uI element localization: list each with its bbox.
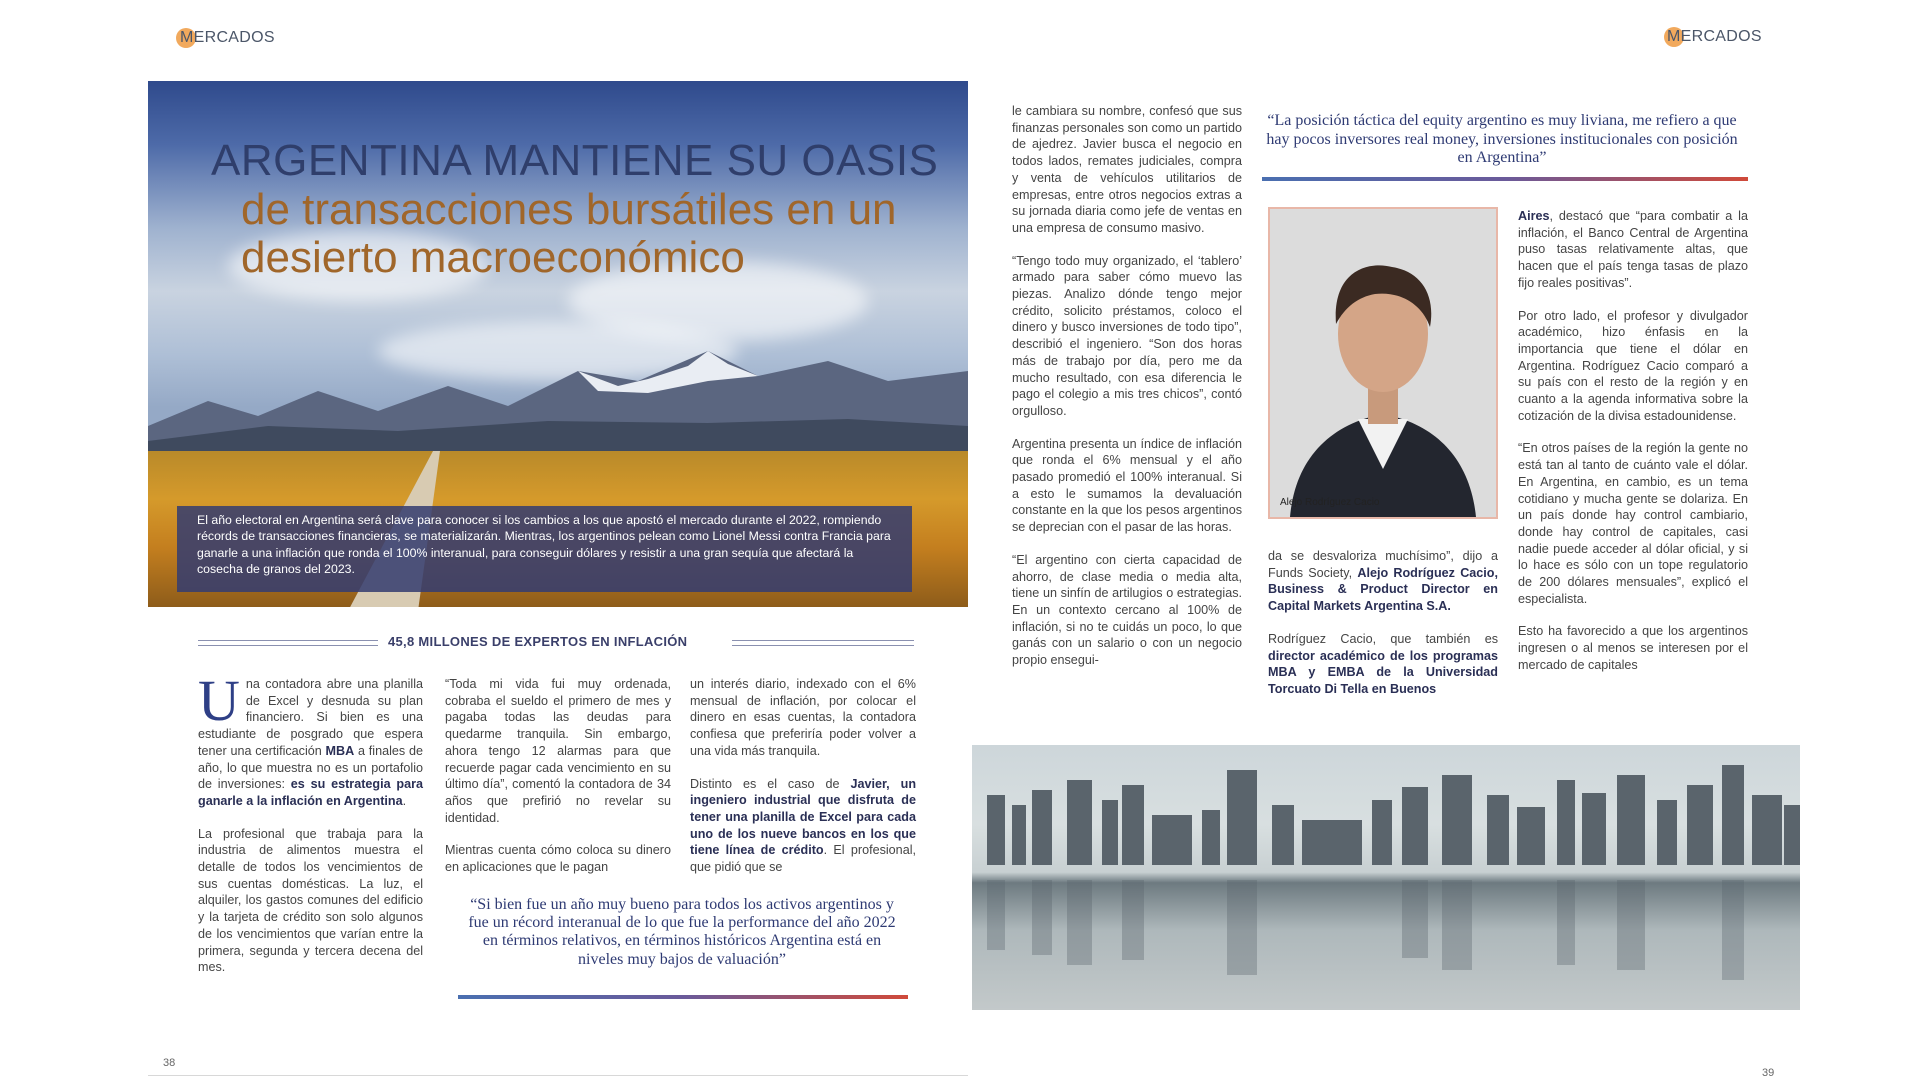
pull-quote-rule-right xyxy=(1262,177,1748,181)
bold-text: MBA xyxy=(325,743,355,758)
photo-caption: Alejo Rodríguez Cacio xyxy=(1280,497,1380,508)
hero-image xyxy=(148,81,968,607)
text-run: da se desvaloriza muchísimo”, dijo a Funds Society, xyxy=(1268,549,1498,580)
paragraph xyxy=(690,776,916,876)
pull-quote-right: “La posición táctica del equity argentino es muy liviana, me refiero a que hay pocos inversores real money, inversiones institucionales con posición en Argentina” xyxy=(1266,112,1738,166)
brand-label-left: MERCADOS xyxy=(180,29,275,46)
text-run: a finales de año, lo que muestra no es un portafolio de inversiones: xyxy=(198,743,423,792)
article-column-2 xyxy=(445,676,671,892)
text-run: Distinto es el caso de xyxy=(690,776,851,791)
article-column-5 xyxy=(1268,548,1498,714)
page-number-right: 39 xyxy=(1762,1067,1775,1079)
paragraph: Esto ha favorecido a que los argentinos ingresen o al menos se interesen por el mercado de capitales xyxy=(1518,624,1748,672)
paragraph: “El argentino con cierta capacidad de ahorro, de clase media o media alta, tiene un sinfín de artilugios o estrategias. En un contexto cercano al 100% de inflación, si no te cuidás un poco, lo que ganás con un salario o con un negocio propio ensegui- xyxy=(1012,552,1242,668)
paragraph: Por otro lado, el profesor y divulgador académico, hizo énfasis en la importancia que tiene el dólar en Argentina. Rodríguez Cacio comparó a su país con el resto de la región y en cuanto a la agenda informativa sobre la cotización de la divisa estadounidense. xyxy=(1518,308,1748,423)
intro-summary-box: El año electoral en Argentina será clave para conocer si los cambios a los que apostó el mercado durante el 2022, rompiendo récords de transacciones financieras, se materializarán. Mientras, los argentinos pelean como Lionel Messi contra Francia para ganarle a una inflación que ronda el 100% interanual, para conseguir dólares y resistir a una gran sequía que afectará la cosecha de granos del 2023. xyxy=(177,506,912,592)
paragraph xyxy=(198,668,423,810)
section-heading: 45,8 MILLONES DE EXPERTOS EN INFLACIÓN xyxy=(388,634,688,649)
paragraph: un interés diario, indexado con el 6% mensual de inflación, por colocar el dinero en esas cuentas, la contadora confiesa que preferiría poder volver a una vida más tranquila. xyxy=(690,677,916,758)
paragraph xyxy=(1518,208,1748,292)
paragraph xyxy=(1268,548,1498,615)
article-column-4 xyxy=(1012,103,1242,685)
article-column-1 xyxy=(198,668,423,992)
section-rule-left xyxy=(198,640,378,646)
headline-line2: de transacciones bursátiles en un desierto macroeconómico xyxy=(241,185,897,282)
brand-label-right: MERCADOS xyxy=(1667,28,1762,45)
paragraph: “En otros países de la región la gente no está tan al tanto de cuánto vale el dólar. En Argentina, en cambio, es un tema cotidiano y mucha gente se dolariza. En un país donde hay control cambiario, donde hay control de capitales, casi nadie puede acceder al dólar oficial, y si lo hace es sólo con un tope regulatorio de 200 dólares mensuales”, explicó el especialista. xyxy=(1518,441,1748,606)
bottom-rule-left xyxy=(148,1075,968,1076)
portrait-illustration xyxy=(1270,209,1496,517)
paragraph: “Tengo todo muy organizado, el ‘tablero’ armado para saber cómo muevo las piezas. Analizo dónde tengo mejor crédito, solicito préstamos, coloco el dinero y busco inversiones de todo tipo”, describió el ingeniero. “Son dos horas más de trabajo por día, pero me da mucho resultado, con esa diferencia le pago el colegio a mis tres chicos”, contó orgulloso. xyxy=(1012,253,1242,418)
paragraph xyxy=(1268,631,1498,698)
bold-text: Javier, un ingeniero industrial que disfruta de tener una planilla de Excel para cada uno de los nueve bancos en los que tiene línea de crédito xyxy=(690,776,917,858)
pull-quote-rule-left xyxy=(458,995,908,999)
bold-text: Aires xyxy=(1518,209,1550,223)
paragraph: le cambiara su nombre, confesó que sus finanzas personales son como un partido de ajedrez. Javier busca el negocio en todos lados, remates judiciales, compra y venta de vehículos utilitarios de empresas, entre otros negocios extras a su jornada diaria como jefe de ventas en una empresa de consumo masivo. xyxy=(1012,104,1242,235)
drop-cap: U xyxy=(198,668,240,733)
article-column-3 xyxy=(690,676,916,892)
section-rule-right xyxy=(732,640,914,646)
text-run: . El profesional, que pidió que se xyxy=(690,843,916,875)
article-column-6 xyxy=(1518,208,1748,690)
text-run: na contadora abre una planilla de Excel y desnuda su plan financiero. Si bien es una estudiante de posgrado que espera tener una certificación xyxy=(198,677,423,758)
text-run: , destacó que “para combatir a la inflación, el Banco Central de Argentina puso tasas relativamente altas, que hacen que el país tenga tasas de plazo fijo reales positivas”. xyxy=(1518,209,1748,290)
page-number-left: 38 xyxy=(163,1057,176,1069)
paragraph: “Toda mi vida fui muy ordenada, cobraba el sueldo el primero de mes y pagaba todas las deudas para quedarme tranquila. Sin embargo, ahora tengo 12 alarmas para que recuerde pagar cada vencimiento en su último día”, comentó la contadora de 34 años que prefirió no revelar su identidad. xyxy=(445,677,671,825)
text-run: Rodríguez Cacio, que también es xyxy=(1268,631,1498,646)
bold-text: es su estrategia para ganarle a la inflación en Argentina xyxy=(198,777,423,808)
portrait-photo xyxy=(1268,207,1498,519)
paragraph: La profesional que trabaja para la industria de alimentos muestra el detalle de todos los vencimientos de sus cuentas domésticas. La luz, el alquiler, los gastos comunes del edificio y la tarjeta de crédito son solo algunos de los vencimientos que varían entre la primera, segunda y tercera decena del mes. xyxy=(198,826,423,975)
paragraph: Mientras cuenta cómo coloca su dinero en aplicaciones que le pagan xyxy=(445,843,671,875)
paragraph: Argentina presenta un índice de inflación que ronda el 6% mensual y el año pasado promedió el 100% interanual. Si a esto le sumamos la devaluación constante en la que los pesos argentinos se deprecian con el pasar de las horas. xyxy=(1012,436,1242,535)
bold-text: director académico de los programas MBA y EMBA de la Universidad Torcuato Di Tella en Buenos xyxy=(1268,648,1498,696)
pull-quote-left: “Si bien fue un año muy bueno para todos los activos argentinos y fue un récord interanual de lo que fue la performance del año 2022 en términos relativos, en términos históricos Argentina está en niveles muy bajos de valuación” xyxy=(468,896,896,968)
headline-line1: ARGENTINA MANTIENE SU OASIS xyxy=(211,136,939,185)
text-run: . xyxy=(402,793,407,808)
skyline-illustration xyxy=(972,745,1800,1010)
bold-text: Alejo Rodríguez Cacio, Business & Product Director en Capital Markets Argentina S.A. xyxy=(1268,565,1498,614)
city-skyline-photo xyxy=(972,745,1800,1010)
